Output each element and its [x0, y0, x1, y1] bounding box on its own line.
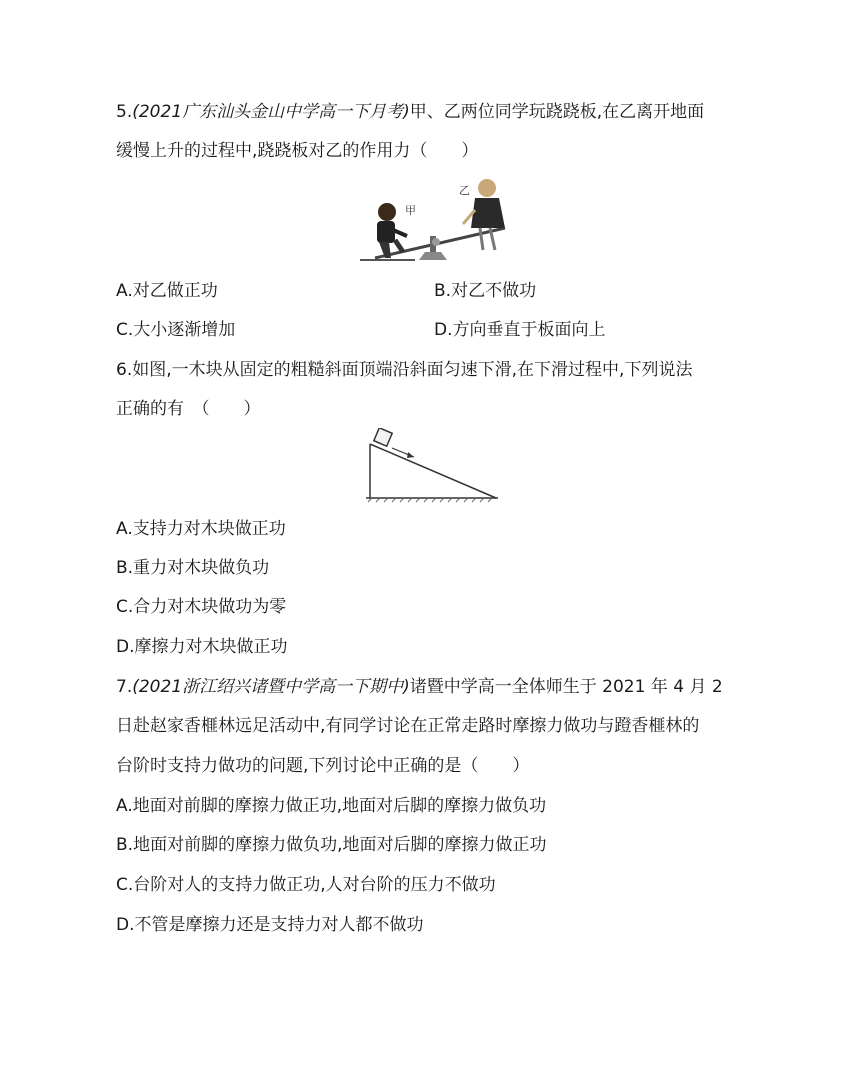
q6-stem-line-2: 正确的有 （ ）: [116, 399, 261, 419]
q7-stem-text-1: 诸暨中学高一全体师生于 2021 年 4 月 2: [409, 677, 723, 697]
q6-option-a: A.支持力对木块做正功: [116, 519, 286, 539]
q6-option-c: C.合力对木块做功为零: [116, 597, 287, 617]
q7-source: (2021浙江绍兴诸暨中学高一下期中): [132, 677, 410, 697]
label-jia: 甲: [405, 205, 416, 217]
q5-option-c: C.大小逐渐增加: [116, 320, 236, 340]
seesaw-figure: [355, 174, 515, 264]
q5-source: (2021广东汕头金山中学高一下月考): [132, 102, 410, 122]
q5-option-b: B.对乙不做功: [434, 281, 537, 301]
q6-option-d: D.摩擦力对木块做正功: [116, 637, 288, 657]
q6-number: 6.: [116, 360, 133, 380]
q6-stem-text-1: 如图,一木块从固定的粗糙斜面顶端沿斜面匀速下滑,在下滑过程中,下列说法: [132, 360, 693, 380]
q5-number: 5.: [116, 102, 133, 122]
q5-stem-line-2: 缓慢上升的过程中,跷跷板对乙的作用力（ ）: [116, 141, 479, 161]
q5-stem-line-1: [116, 100, 704, 124]
incline-figure: [362, 428, 502, 506]
q5-stem-text-1: 甲、乙两位同学玩跷跷板,在乙离开地面: [409, 102, 705, 122]
q5-option-d: D.方向垂直于板面向上: [434, 320, 606, 340]
q7-stem-line-1: [116, 675, 723, 699]
q5-option-a: A.对乙做正功: [116, 281, 218, 301]
q7-number: 7.: [116, 677, 133, 697]
q7-stem-line-3: 台阶时支持力做功的问题,下列讨论中正确的是（ ）: [116, 756, 530, 776]
label-yi: 乙: [459, 185, 470, 197]
q6-stem-line-1: [116, 358, 692, 382]
q7-option-d: D.不管是摩擦力还是支持力对人都不做功: [116, 915, 424, 935]
q6-option-b: B.重力对木块做负功: [116, 558, 270, 578]
q7-option-a: A.地面对前脚的摩擦力做正功,地面对后脚的摩擦力做负功: [116, 796, 547, 816]
q7-stem-line-2: 日赴赵家香榧林远足活动中,有同学讨论在正常走路时摩擦力做功与蹬香榧林的: [116, 716, 700, 736]
q7-option-c: C.台阶对人的支持力做正功,人对台阶的压力不做功: [116, 875, 496, 895]
q7-option-b: B.地面对前脚的摩擦力做负功,地面对后脚的摩擦力做正功: [116, 835, 547, 855]
